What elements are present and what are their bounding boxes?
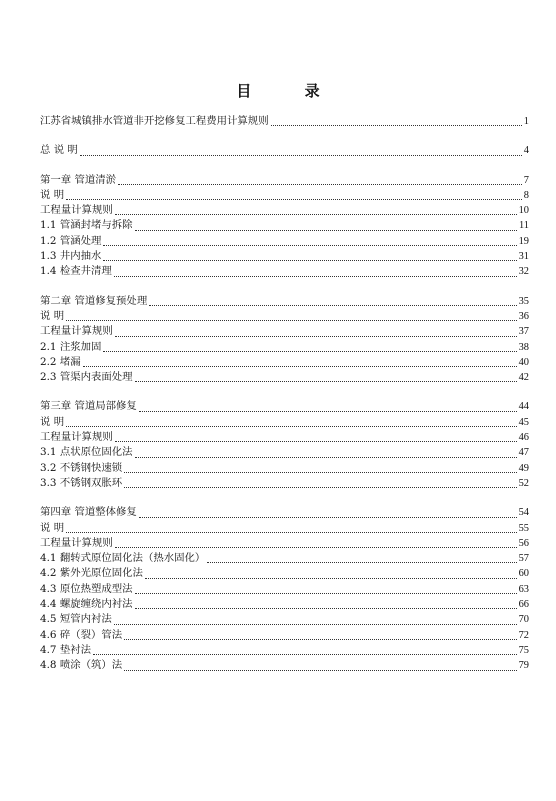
leader-dots <box>115 335 517 337</box>
toc-entry-label: 2.1 注浆加固 <box>40 340 102 353</box>
toc-entry-label: 4.3 原位热塑成型法 <box>40 582 133 595</box>
leader-dots <box>139 410 517 412</box>
toc-entry-page: 1 <box>523 116 529 127</box>
toc-entry[interactable] <box>40 340 529 355</box>
toc-entry[interactable] <box>40 309 529 324</box>
leader-dots <box>124 669 516 671</box>
toc-entry[interactable] <box>40 143 529 158</box>
toc-entry[interactable] <box>40 643 529 658</box>
leader-dots <box>103 259 516 261</box>
table-of-contents <box>40 114 529 674</box>
toc-entry-page: 72 <box>518 629 529 641</box>
leader-dots <box>115 546 517 548</box>
toc-entry[interactable] <box>40 203 529 218</box>
toc-entry[interactable] <box>40 461 529 476</box>
toc-entry-label: 第二章 管道修复预处理 <box>40 294 148 307</box>
leader-dots <box>66 531 517 533</box>
toc-entry-label: 说 明 <box>40 188 65 201</box>
toc-entry[interactable] <box>40 505 529 520</box>
toc-entry[interactable] <box>40 173 529 188</box>
leader-dots <box>66 319 517 321</box>
toc-entry-label: 工程量计算规则 <box>40 204 113 217</box>
toc-entry-page: 10 <box>518 205 529 217</box>
toc-entry[interactable] <box>40 566 529 581</box>
toc-entry-label: 1.3 井内抽水 <box>40 250 102 263</box>
toc-entry-label: 第一章 管道清淤 <box>40 173 117 186</box>
leader-dots <box>207 561 516 563</box>
toc-entry[interactable] <box>40 114 529 129</box>
leader-dots <box>80 154 522 156</box>
toc-entry-label: 4.8 喷涂（筑）法 <box>40 659 123 672</box>
toc-entry-page: 79 <box>518 660 529 672</box>
toc-entry-page: 4 <box>523 145 529 157</box>
toc-entry-page: 49 <box>518 462 529 474</box>
toc-entry[interactable] <box>40 551 529 566</box>
toc-entry-label: 工程量计算规则 <box>40 325 113 338</box>
toc-entry-page: 46 <box>518 432 529 444</box>
toc-entry-page: 60 <box>518 568 529 580</box>
toc-entry-page: 36 <box>518 310 529 322</box>
leader-dots <box>114 623 517 625</box>
leader-dots <box>135 456 517 458</box>
toc-entry-page: 19 <box>518 235 529 247</box>
toc-entry[interactable] <box>40 430 529 445</box>
toc-entry[interactable] <box>40 658 529 673</box>
toc-entry-label: 第四章 管道整体修复 <box>40 506 137 519</box>
toc-entry-page: 56 <box>518 537 529 549</box>
toc-entry[interactable] <box>40 294 529 309</box>
toc-entry-page: 44 <box>518 401 529 413</box>
toc-entry[interactable] <box>40 234 529 249</box>
leader-dots <box>124 638 516 640</box>
leader-dots <box>103 350 516 352</box>
page-title: 目 录 <box>236 82 344 100</box>
toc-entry-page: 66 <box>518 599 529 611</box>
toc-entry-label: 说 明 <box>40 521 65 534</box>
toc-entry-page: 57 <box>518 553 529 565</box>
toc-entry[interactable] <box>40 355 529 370</box>
toc-entry[interactable] <box>40 597 529 612</box>
toc-entry-page: 40 <box>518 356 529 368</box>
toc-entry-label: 工程量计算规则 <box>40 431 113 444</box>
leader-dots <box>115 440 517 442</box>
toc-entry[interactable] <box>40 324 529 339</box>
toc-entry-page: 32 <box>518 266 529 278</box>
leader-dots <box>114 275 517 277</box>
leader-dots <box>66 425 517 427</box>
toc-entry-page: 45 <box>518 416 529 428</box>
toc-entry[interactable] <box>40 264 529 279</box>
toc-entry-label: 2.2 堵漏 <box>40 355 81 368</box>
leader-dots <box>66 198 522 200</box>
leader-dots <box>124 486 516 488</box>
toc-entry-page: 47 <box>518 447 529 459</box>
toc-entry[interactable] <box>40 445 529 460</box>
toc-entry-page: 55 <box>518 522 529 534</box>
toc-entry[interactable] <box>40 521 529 536</box>
toc-entry-label: 总 说 明 <box>40 144 78 157</box>
leader-dots <box>149 304 516 306</box>
leader-dots <box>271 124 522 126</box>
toc-entry[interactable] <box>40 218 529 233</box>
toc-entry-label: 4.7 垫衬法 <box>40 643 91 656</box>
toc-entry-label: 工程量计算规则 <box>40 536 113 549</box>
toc-entry-label: 第三章 管道局部修复 <box>40 400 137 413</box>
toc-entry-label: 4.2 紫外光原位固化法 <box>40 567 143 580</box>
toc-entry-label: 江苏省城镇排水管道非开挖修复工程费用计算规则 <box>40 115 269 127</box>
toc-entry-page: 70 <box>518 614 529 626</box>
leader-dots <box>135 380 517 382</box>
toc-entry[interactable] <box>40 415 529 430</box>
toc-entry-page: 63 <box>518 583 529 595</box>
toc-entry-label: 1.1 管涵封堵与拆除 <box>40 219 133 232</box>
toc-entry[interactable] <box>40 628 529 643</box>
toc-entry[interactable] <box>40 249 529 264</box>
leader-dots <box>135 592 517 594</box>
toc-entry-page: 38 <box>518 341 529 353</box>
toc-entry[interactable] <box>40 188 529 203</box>
toc-entry-label: 4.5 短管内衬法 <box>40 613 112 626</box>
toc-entry-label: 1.2 管涵处理 <box>40 234 102 247</box>
toc-entry[interactable] <box>40 399 529 414</box>
leader-dots <box>115 213 517 215</box>
toc-entry-page: 31 <box>518 251 529 263</box>
leader-dots <box>118 183 522 185</box>
toc-entry-label: 3.3 不锈钢双胀环 <box>40 476 123 489</box>
leader-dots <box>135 229 517 231</box>
toc-entry-label: 4.4 螺旋缠绕内衬法 <box>40 598 133 611</box>
leader-dots <box>135 607 517 609</box>
toc-entry[interactable] <box>40 536 529 551</box>
toc-entry-label: 说 明 <box>40 309 65 322</box>
leader-dots <box>103 244 516 246</box>
toc-entry-label: 1.4 检查井清理 <box>40 265 112 278</box>
toc-entry[interactable] <box>40 582 529 597</box>
leader-dots <box>124 471 516 473</box>
toc-entry-page: 52 <box>518 477 529 489</box>
toc-entry-label: 3.1 点状原位固化法 <box>40 446 133 459</box>
leader-dots <box>145 577 517 579</box>
toc-entry-label: 2.3 管渠内表面处理 <box>40 371 133 384</box>
leader-dots <box>83 365 517 367</box>
toc-entry-page: 35 <box>518 295 529 307</box>
toc-entry-page: 11 <box>518 220 529 232</box>
toc-entry-page: 37 <box>518 326 529 338</box>
toc-entry[interactable] <box>40 476 529 491</box>
toc-entry-page: 8 <box>523 189 529 201</box>
toc-entry-page: 75 <box>518 644 529 656</box>
toc-entry-page: 7 <box>523 174 529 186</box>
toc-entry-label: 3.2 不锈钢快速锁 <box>40 461 123 474</box>
toc-entry-page: 54 <box>518 507 529 519</box>
leader-dots <box>93 653 517 655</box>
leader-dots <box>139 516 517 518</box>
toc-entry-label: 4.6 碎（裂）管法 <box>40 628 123 641</box>
toc-entry[interactable] <box>40 612 529 627</box>
toc-entry-label: 说 明 <box>40 415 65 428</box>
toc-entry[interactable] <box>40 370 529 385</box>
toc-entry-label: 4.1 翻转式原位固化法（热水固化） <box>40 552 206 565</box>
toc-entry-page: 42 <box>518 372 529 384</box>
